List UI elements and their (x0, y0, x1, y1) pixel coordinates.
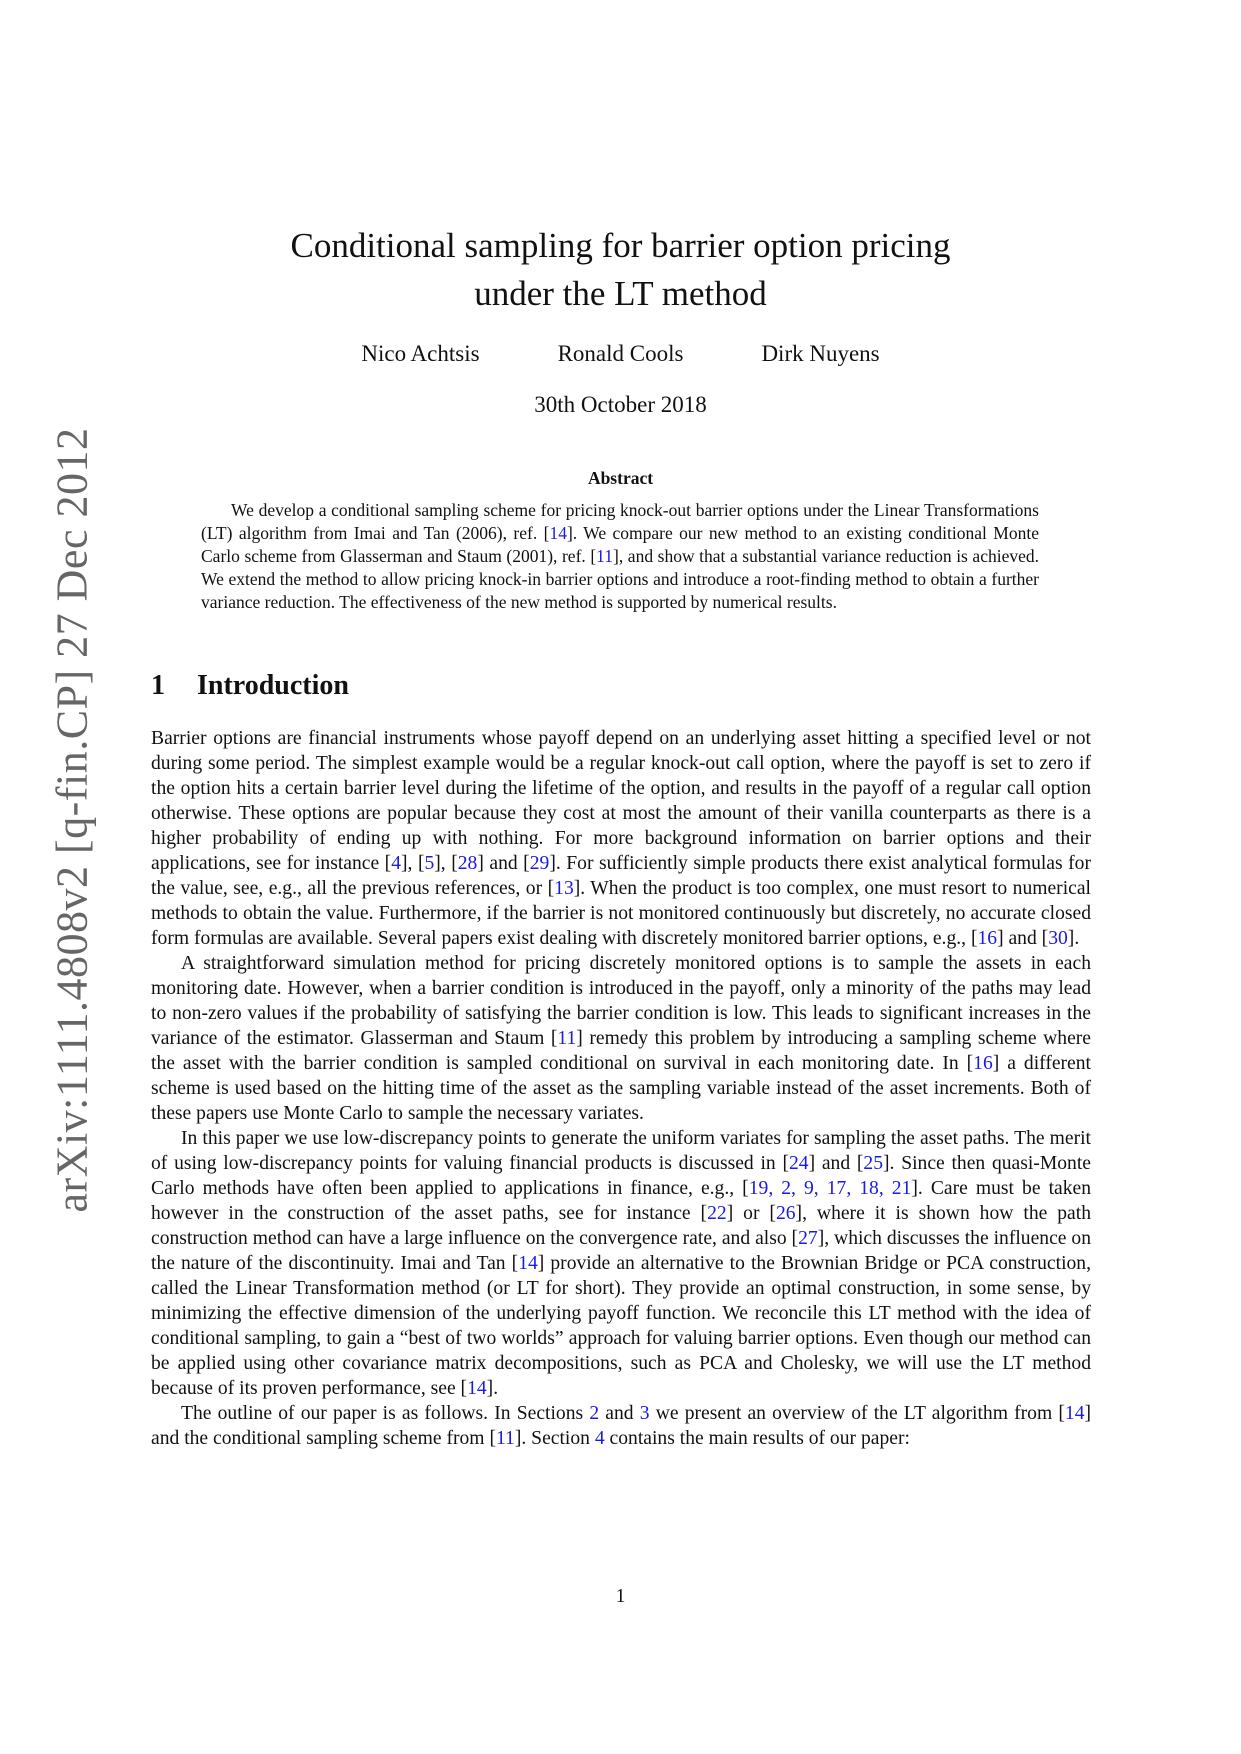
citation-link[interactable]: 26 (775, 1203, 796, 1224)
abstract-text: We develop a conditional sampling scheme for pricing knock-out barrier options under the Linear Transformations (LT) algorithm from Imai and Tan (2006), ref. [14]. We compare our new method to an existing conditional Monte Carlo scheme from Glasserman and Staum (2001), ref. [11], and show that a substantial variance reduction is achieved. We extend the method to allow pricing knock-in barrier options and introduce a root-finding method to obtain a further variance reduction. The effectiveness of the new method is supported by numerical results. (201, 500, 1039, 612)
citation-link[interactable]: 28 (457, 853, 478, 874)
section-number: 1 (151, 670, 165, 701)
citation-link[interactable]: 24 (788, 1153, 809, 1174)
citation-link[interactable]: 25 (863, 1153, 884, 1174)
section-heading (151, 670, 349, 702)
paper-title (0, 222, 1241, 318)
title-line-1: Conditional sampling for barrier option pricing (290, 226, 951, 265)
paragraph: A straightforward simulation method for pricing discretely monitored options is to sample the assets in each monitoring date. However, when a barrier condition is introduced in the payoff, only a minority of the paths may lead to non-zero values if the probability of satisfying the barrier condition is low. This leads to significant increases in the variance of the estimator. Glasserman and Staum [11] remedy this problem by introducing a sampling scheme where the asset with the barrier condition is sampled conditional on survival in each monitoring date. In [16] a different scheme is used based on the hitting time of the asset as the sampling variable instead of the asset increments. Both of these papers use Monte Carlo to sample the necessary variates. (151, 953, 1092, 1124)
page-number: 1 (615, 1586, 626, 1607)
author-name: Ronald Cools (557, 341, 684, 366)
citation-link[interactable]: 4 (391, 853, 402, 874)
citation-link[interactable]: 14 (467, 1378, 487, 1399)
citation-link[interactable]: 30 (1048, 928, 1068, 949)
citation-link[interactable]: 16 (973, 1053, 993, 1074)
citation-link[interactable]: 16 (977, 928, 998, 949)
section-reference-link[interactable]: 3 (639, 1403, 650, 1424)
title-line-2: under the LT method (474, 274, 767, 313)
section-reference-link[interactable]: 4 (594, 1428, 605, 1449)
paper-date: 30th October 2018 (534, 392, 707, 417)
citation-link[interactable]: 14 (549, 523, 567, 543)
citation-link[interactable]: 11 (495, 1428, 515, 1449)
author-list (0, 341, 1241, 367)
citation-link[interactable]: 14 (518, 1253, 538, 1274)
paragraph: The outline of our paper is as follows. In Sections 2 and 3 we present an overview of the LT algorithm from [14] and the conditional sampling scheme from [11]. Section 4 contains the main results of our paper: (151, 1403, 1092, 1449)
citation-link[interactable]: 5 (424, 853, 435, 874)
citation-link[interactable]: 19, 2, 9, 17, 18, 21 (748, 1178, 912, 1199)
citation-link[interactable]: 13 (554, 878, 574, 899)
citation-link[interactable]: 11 (596, 546, 614, 566)
author-name: Nico Achtsis (361, 341, 480, 366)
citation-link[interactable]: 11 (557, 1028, 577, 1049)
section-reference-link[interactable]: 2 (589, 1403, 600, 1424)
paragraph: In this paper we use low-discrepancy points to generate the uniform variates for sampling the asset paths. The merit of using low-discrepancy points for valuing financial products is discussed in [24] and [25]. Since then quasi-Monte Carlo methods have often been applied to applications in finance, e.g., [19, 2, 9, 17, 18, 21]. Care must be taken however in the construction of the asset paths, see for instance [22] or [26], where it is shown how the path construction method can have a large influence on the convergence rate, and also [27], which discusses the influence on the nature of the discontinuity. Imai and Tan [14] provide an alternative to the Brownian Bridge or PCA construction, called the Linear Transformation method (or LT for short). They provide an optimal construction, in some sense, by minimizing the effective dimension of the underlying payoff function. We reconcile this LT method with the idea of conditional sampling, to gain a “best of two worlds” approach for valuing barrier options. Even though our method can be applied using other covariance matrix decompositions, such as PCA and Cholesky, we will use the LT method because of its proven performance, see [14]. (151, 1128, 1091, 1399)
section-title: Introduction (197, 670, 349, 701)
paragraph: Barrier options are financial instruments whose payoff depend on an underlying asset hitting a specified level or not during some period. The simplest example would be a regular knock-out call option, where the payoff is set to zero if the option hits a certain barrier level during the lifetime of the option, and results in the payoff of a regular call option otherwise. These options are popular because they cost at most the amount of their vanilla counterparts as there is a higher probability of ending up with nothing. For more background information on barrier options and their applications, see for instance [4], [5], [28] and [29]. For sufficiently simple products there exist analytical formulas for the value, see, e.g., all the previous references, or [13]. When the product is too complex, one must resort to numerical methods to obtain the value. Furthermore, if the barrier is not monitored continuously but discretely, no accurate closed form formulas are available. Several papers exist dealing with discretely monitored barrier options, e.g., [16] and [30]. (151, 728, 1091, 949)
author-name: Dirk Nuyens (761, 341, 880, 366)
arxiv-identifier: arXiv:1111.4808v2 [q-fin.CP] 27 Dec 2012 (47, 427, 97, 1213)
citation-link[interactable]: 27 (798, 1228, 818, 1249)
citation-link[interactable]: 29 (529, 853, 550, 874)
section-body (151, 726, 1091, 1451)
citation-link[interactable]: 14 (1064, 1403, 1085, 1424)
abstract-heading: Abstract (587, 468, 654, 488)
citation-link[interactable]: 22 (707, 1203, 727, 1224)
